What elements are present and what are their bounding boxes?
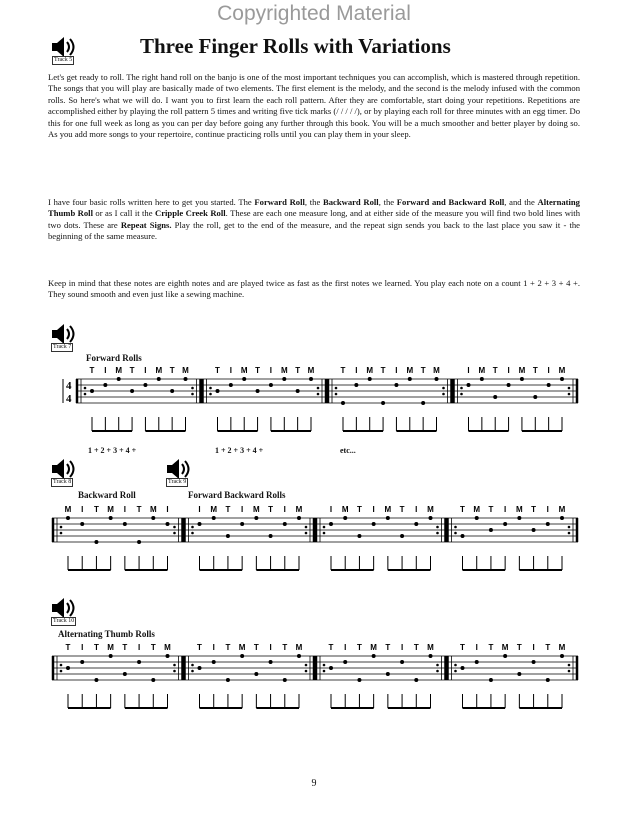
tab-note (66, 666, 70, 670)
fingering-letter: M (427, 643, 434, 652)
repeat-dot (436, 532, 439, 535)
fingering-letter: I (212, 643, 215, 652)
tab-note (475, 516, 479, 520)
tab-note (533, 395, 537, 399)
tab-note (157, 377, 161, 381)
fingering-letter: T (460, 505, 465, 514)
tab-note (532, 528, 536, 532)
track-label: Track 10 (53, 618, 75, 624)
tab-note (137, 660, 141, 664)
repeat-dot (209, 387, 212, 390)
tab-note (408, 377, 412, 381)
tab-note (242, 377, 246, 381)
fingering-letter: T (169, 366, 175, 375)
tab-note (80, 660, 84, 664)
repeat-dot (568, 532, 571, 535)
repeat-dot (323, 670, 326, 673)
fingering-letter: I (104, 366, 107, 375)
tab-note (137, 540, 141, 544)
repeat-dot (60, 664, 63, 667)
tab-note (429, 516, 433, 520)
tab-note (493, 395, 497, 399)
fingering-letter: I (329, 505, 333, 514)
rolls-paragraph: I have four basic rolls written here to get you started. The Forward Roll, the Backward Roll, the Forward and Backward Roll, and the Alternating Thumb Roll or as I call it the Cripple Creek Roll. These are each one measure long, and at either side of the measure you will find two bold lines with two dots. These are Repeat Signs. Play the roll, get to the end of the measure, and the repeat sign sends you back to the last place you saw it - the beginning of the same measure. (48, 197, 580, 242)
fingering-letter: I (229, 366, 232, 375)
tab-note (532, 660, 536, 664)
tab-note (414, 522, 418, 526)
tab-note (103, 383, 107, 387)
eighth-notes-paragraph: Keep in mind that these notes are eighth notes and are played twice as fast as the first notes we learned. You play each note on a count 1 + 2 + 3 + 4 +. They sound smooth and even just like a sewing machine. (48, 278, 580, 300)
fingering-letter: M (406, 366, 414, 375)
tab-note (381, 401, 385, 405)
fingering-letter: T (253, 643, 259, 652)
tab-note (109, 516, 113, 520)
fingering-letter: M (155, 366, 163, 375)
repeat-dot (173, 532, 176, 535)
repeat-dot (317, 387, 320, 390)
fingering-letter: I (166, 505, 169, 514)
fingering-letter: T (532, 366, 538, 375)
track-label: Track 5 (54, 57, 73, 63)
fingering-letter: T (531, 505, 537, 514)
fingering-letter: T (356, 505, 362, 514)
fingering-letter: T (545, 643, 551, 652)
repeat-dot (335, 393, 338, 396)
tab-note (94, 678, 98, 682)
fingering-letter: T (399, 505, 405, 514)
tab-row-forward (62, 365, 582, 460)
tab-note (226, 678, 230, 682)
time-signature-top: 4 (66, 380, 72, 392)
repeat-dot (454, 664, 457, 667)
tab-note (240, 522, 244, 526)
fingering-letter: I (475, 643, 478, 652)
tab-note (343, 516, 347, 520)
fingering-letter: M (210, 505, 218, 514)
repeat-dot (568, 387, 571, 390)
tab-note (282, 377, 286, 381)
fingering-letter: T (328, 643, 334, 652)
tab-note (254, 672, 258, 676)
fingering-letter: I (355, 366, 358, 375)
fingering-letter: T (282, 643, 288, 652)
fingering-letter: I (546, 505, 549, 514)
fingering-letter: M (182, 366, 189, 375)
fingering-letter: T (197, 643, 202, 652)
tab-note (170, 389, 174, 393)
tab-note (143, 383, 147, 387)
tab-note (166, 522, 170, 526)
repeat-dot (191, 532, 194, 535)
fingering-letter: T (93, 643, 99, 652)
fingering-letter: I (547, 366, 550, 375)
tab-row-alternating (48, 642, 582, 737)
tab-note (546, 678, 550, 682)
fingering-letter: M (433, 366, 440, 375)
tab-note (507, 383, 511, 387)
fingering-letter: T (255, 366, 261, 375)
fingering-letter: I (467, 366, 470, 375)
repeat-dot (191, 526, 194, 529)
fingering-letter: T (420, 366, 426, 375)
repeat-dot (191, 387, 194, 390)
repeat-dot (323, 526, 326, 529)
fingering-letter: I (137, 643, 141, 652)
tab-note (386, 672, 390, 676)
repeat-dot (460, 393, 463, 396)
fingering-letter: T (150, 643, 156, 652)
section-forward-rolls: Forward Rolls (86, 353, 142, 363)
fingering-letter: M (115, 366, 123, 375)
repeat-dot (173, 670, 176, 673)
tab-note (503, 522, 507, 526)
page-title: Three Finger Rolls with Variations (140, 34, 451, 58)
repeat-dot (84, 393, 87, 396)
repeat-dot (305, 526, 308, 529)
tab-note (90, 389, 94, 393)
fingering-letter: M (558, 505, 566, 514)
repeat-dot (335, 387, 338, 390)
track-label: Track 9 (168, 479, 187, 485)
tab-note (520, 377, 524, 381)
tab-note (109, 654, 113, 658)
fingering-letter: M (107, 505, 114, 514)
count-label: 1 + 2 + 3 + 4 + (215, 446, 264, 455)
repeat-dot (454, 526, 457, 529)
tab-row-backward (48, 504, 582, 599)
fingering-letter: M (253, 505, 260, 514)
repeat-dot (305, 670, 308, 673)
fingering-letter: I (415, 505, 418, 514)
track-label: Track 7 (53, 344, 72, 350)
fingering-letter: I (144, 366, 147, 375)
fingering-letter: T (340, 366, 346, 375)
repeat-dot (436, 670, 439, 673)
section-backward-roll: Backward Roll (78, 490, 136, 500)
tab-note (354, 383, 358, 387)
tab-note (283, 678, 287, 682)
tab-note (421, 401, 425, 405)
tab-note (80, 522, 84, 526)
fingering-letter: T (225, 643, 231, 652)
fingering-letter: M (280, 366, 288, 375)
tab-note (130, 389, 134, 393)
tab-note (166, 654, 170, 658)
fingering-letter: M (107, 643, 114, 652)
repeat-dot (60, 532, 63, 535)
fingering-letter: I (81, 643, 84, 652)
tab-note (212, 516, 216, 520)
tab-note (357, 678, 361, 682)
tab-note (216, 389, 220, 393)
tab-note (400, 660, 404, 664)
fingering-letter: T (295, 366, 301, 375)
tab-note (256, 389, 260, 393)
fingering-letter: T (460, 643, 465, 652)
fingering-letter: M (149, 505, 157, 514)
tab-note (560, 377, 564, 381)
fingering-letter: T (93, 505, 99, 514)
fingering-letter: T (516, 643, 522, 652)
fingering-letter: M (518, 366, 526, 375)
fingering-letter: I (372, 505, 375, 514)
time-signature-bottom: 4 (66, 393, 72, 405)
tab-note (414, 678, 418, 682)
fingering-letter: I (504, 505, 507, 514)
fingering-letter: I (198, 505, 201, 514)
tab-note (212, 660, 216, 664)
repeat-dot (442, 393, 445, 396)
tab-note (269, 534, 273, 538)
fingering-letter: M (366, 366, 374, 375)
fingering-letter: M (238, 643, 246, 652)
tab-note (123, 672, 127, 676)
copyright-watermark: Copyrighted Material (217, 2, 411, 25)
tab-note (229, 383, 233, 387)
count-label: 1 + 2 + 3 + 4 + (88, 446, 137, 455)
tab-note (386, 516, 390, 520)
fingering-letter: M (164, 643, 171, 652)
tab-note (184, 377, 188, 381)
repeat-dot (191, 393, 194, 396)
fingering-letter: I (283, 505, 286, 514)
fingering-letter: M (501, 643, 509, 652)
tab-note (429, 654, 433, 658)
page-number: 9 (311, 778, 317, 789)
tab-note (198, 522, 202, 526)
tab-note (394, 383, 398, 387)
fingering-letter: I (532, 643, 535, 652)
fingering-letter: T (122, 643, 128, 652)
tab-note (546, 522, 550, 526)
repeat-dot (323, 532, 326, 535)
fingering-letter: M (427, 505, 434, 514)
tab-note (123, 522, 127, 526)
repeat-dot (84, 387, 87, 390)
tab-note (357, 534, 361, 538)
repeat-dot (60, 670, 63, 673)
tab-note (517, 516, 521, 520)
tab-note (489, 528, 493, 532)
tab-note (297, 654, 301, 658)
fingering-letter: I (344, 643, 347, 652)
repeat-dot (191, 664, 194, 667)
tab-note (226, 534, 230, 538)
fingering-letter: M (295, 643, 303, 652)
fingering-letter: M (341, 505, 349, 514)
fingering-letter: M (384, 505, 392, 514)
tab-note (269, 383, 273, 387)
fingering-letter: I (123, 505, 126, 514)
tab-note (467, 383, 471, 387)
fingering-letter: T (413, 643, 419, 652)
tab-note (151, 516, 155, 520)
tab-note (341, 401, 345, 405)
fingering-letter: M (307, 366, 315, 375)
tab-note (560, 654, 564, 658)
tab-note (283, 522, 287, 526)
tab-note (117, 377, 121, 381)
fingering-letter: T (356, 643, 362, 652)
section-forward-backward-rolls: Forward Backward Rolls (188, 490, 286, 500)
fingering-letter: T (492, 366, 498, 375)
fingering-letter: I (241, 505, 244, 514)
fingering-letter: I (269, 366, 273, 375)
tab-note (269, 660, 273, 664)
fingering-letter: T (488, 505, 494, 514)
section-alternating-thumb-rolls: Alternating Thumb Rolls (58, 629, 155, 639)
repeat-dot (454, 532, 457, 535)
repeat-dot (317, 393, 320, 396)
fingering-letter: T (215, 366, 220, 375)
count-label: etc... (340, 446, 356, 455)
tab-note (240, 654, 244, 658)
tab-note (329, 666, 333, 670)
intro-paragraph: Let's get ready to roll. The right hand roll on the banjo is one of the most important techniques you can accomplish, which is mastered through repetition. The songs that you will play are basically made of two elements. The first element is the melody, and the second is the melody infused with the common rolls. So here's what we will do. I want you to first learn the each roll pattern. After they are comfortable, start doing your repetitions. Repetitions are accomplished either by playing the roll pattern 5 times and writing five tick marks (/ / / / /), or by playing each roll for three minutes with an egg timer. Do this for one full week as long as you can per day before going any further through this book. You will be a much smoother and better player by doing so. As you add more songs to your repertoire, continue practicing rolls until you can play them in your sleep. (48, 72, 580, 140)
repeat-dot (209, 393, 212, 396)
tab-note (198, 666, 202, 670)
tab-note (435, 377, 439, 381)
fingering-letter: I (269, 643, 272, 652)
tab-note (560, 516, 564, 520)
repeat-dot (568, 664, 571, 667)
repeat-dot (460, 387, 463, 390)
tab-note (297, 516, 301, 520)
repeat-dot (173, 664, 176, 667)
fingering-letter: M (473, 505, 481, 514)
tab-note (480, 377, 484, 381)
fingering-letter: T (129, 366, 135, 375)
repeat-dot (173, 526, 176, 529)
fingering-letter: T (89, 366, 95, 375)
repeat-dot (442, 387, 445, 390)
tab-note (94, 540, 98, 544)
fingering-letter: M (240, 366, 248, 375)
fingering-letter: M (558, 643, 566, 652)
fingering-letter: T (65, 643, 71, 652)
fingering-letter: T (385, 643, 391, 652)
fingering-letter: M (558, 366, 566, 375)
track-label: Track 8 (53, 479, 72, 485)
repeat-dot (568, 670, 571, 673)
tab-note (309, 377, 313, 381)
repeat-dot (568, 526, 571, 529)
fingering-letter: M (478, 366, 486, 375)
fingering-letter: M (295, 505, 303, 514)
repeat-dot (305, 664, 308, 667)
repeat-dot (191, 670, 194, 673)
tab-note (372, 522, 376, 526)
tab-note (296, 389, 300, 393)
fingering-letter: T (268, 505, 274, 514)
fingering-letter: M (64, 505, 72, 514)
tab-note (66, 516, 70, 520)
repeat-dot (60, 526, 63, 529)
repeat-dot (323, 664, 326, 667)
tab-note (151, 678, 155, 682)
tab-note (400, 534, 404, 538)
fingering-letter: T (488, 643, 494, 652)
fingering-letter: I (81, 505, 84, 514)
tab-note (517, 672, 521, 676)
fingering-letter: T (380, 366, 386, 375)
tab-note (343, 660, 347, 664)
fingering-letter: T (136, 505, 142, 514)
tab-note (372, 654, 376, 658)
tab-note (368, 377, 372, 381)
tab-note (461, 534, 465, 538)
fingering-letter: M (516, 505, 523, 514)
repeat-dot (436, 526, 439, 529)
tab-note (547, 383, 551, 387)
repeat-dot (436, 664, 439, 667)
tab-note (461, 666, 465, 670)
tab-note (489, 678, 493, 682)
fingering-letter: I (507, 366, 510, 375)
fingering-letter: T (225, 505, 231, 514)
tab-note (254, 516, 258, 520)
tab-note (503, 654, 507, 658)
repeat-dot (568, 393, 571, 396)
repeat-dot (305, 532, 308, 535)
fingering-letter: I (400, 643, 404, 652)
fingering-letter: M (370, 643, 377, 652)
tab-note (329, 522, 333, 526)
tab-note (475, 660, 479, 664)
fingering-letter: I (395, 366, 398, 375)
repeat-dot (454, 670, 457, 673)
